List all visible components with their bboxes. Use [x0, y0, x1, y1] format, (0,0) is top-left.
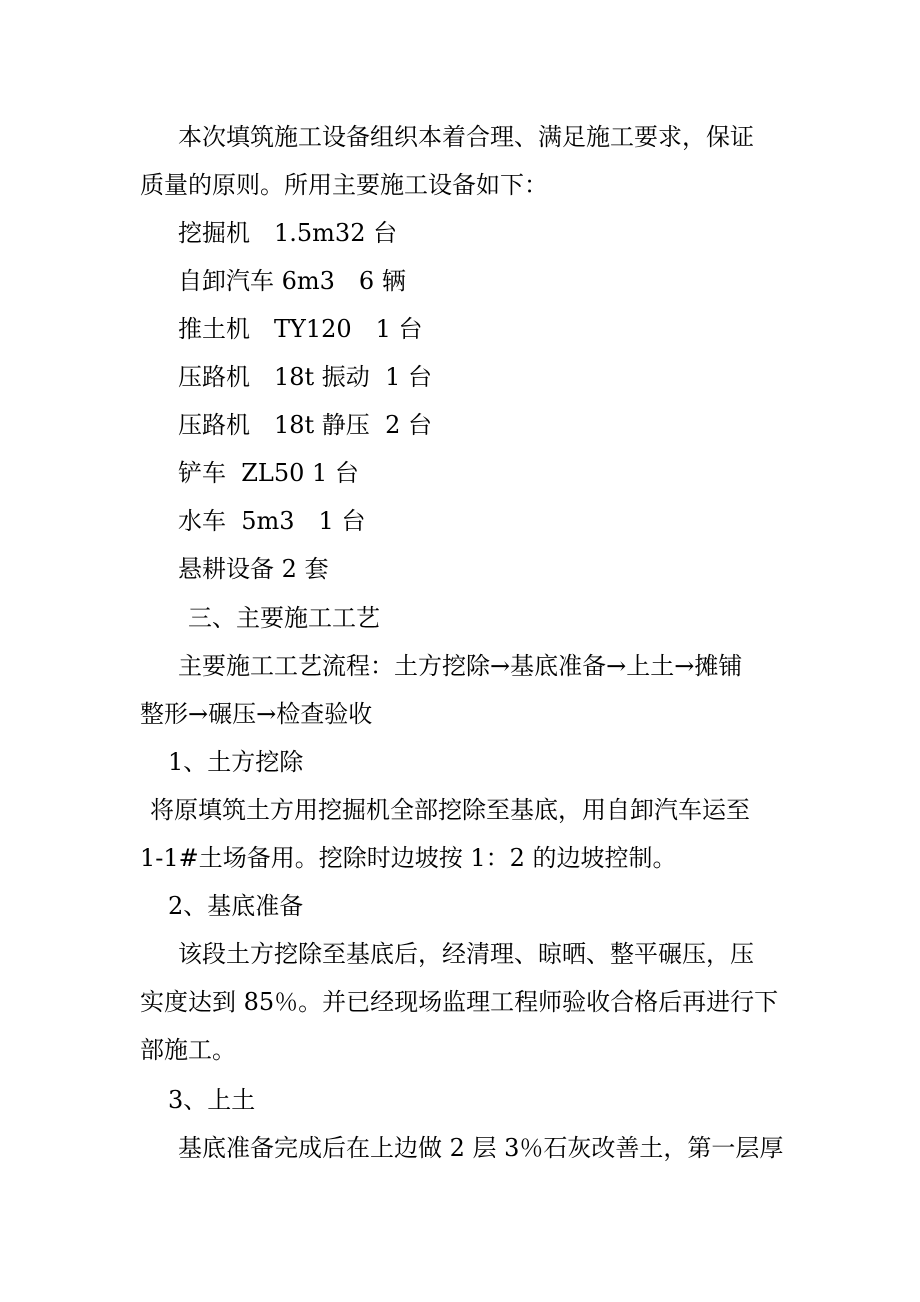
step-3-line-1: 基底准备完成后在上边做 2 层 3％石灰改善土，第一层厚 — [178, 1134, 784, 1162]
step-1-line-1: 将原填筑土方用挖掘机全部挖除至基底，用自卸汽车运至 — [150, 796, 750, 824]
step-2-line-1: 该段土方挖除至基底后，经清理、晾晒、整平碾压，压 — [178, 940, 754, 968]
step-2-heading: 2、基底准备 — [168, 892, 304, 920]
section-heading: 三、主要施工工艺 — [188, 604, 380, 632]
step-2-line-3: 部施工。 — [140, 1036, 236, 1064]
equipment-item: 铲车 ZL50 1 台 — [178, 459, 359, 487]
step-1-line-2: 1-1#土场备用。挖除时边坡按 1：2 的边坡控制。 — [140, 844, 677, 872]
equipment-item: 悬耕设备 2 套 — [178, 555, 329, 583]
equipment-item: 推土机 TY120 1 台 — [178, 315, 423, 343]
process-flow-line-2: 整形→碾压→检查验收 — [140, 700, 373, 728]
process-flow-line-1: 主要施工工艺流程：土方挖除→基底准备→上土→摊铺 — [178, 652, 743, 680]
equipment-item: 压路机 18t 振动 1 台 — [178, 363, 432, 391]
equipment-item: 水车 5m3 1 台 — [178, 507, 366, 535]
equipment-item: 挖掘机 1.5m32 台 — [178, 219, 398, 247]
equipment-item: 压路机 18t 静压 2 台 — [178, 411, 432, 439]
step-3-heading: 3、上土 — [168, 1086, 256, 1114]
intro-line-2: 质量的原则。所用主要施工设备如下： — [140, 171, 548, 199]
equipment-item: 自卸汽车 6m3 6 辆 — [178, 267, 406, 295]
step-1-heading: 1、土方挖除 — [168, 748, 304, 776]
step-2-line-2: 实度达到 85％。并已经现场监理工程师验收合格后再进行下 — [140, 988, 779, 1016]
intro-line-1: 本次填筑施工设备组织本着合理、满足施工要求，保证 — [178, 123, 754, 151]
